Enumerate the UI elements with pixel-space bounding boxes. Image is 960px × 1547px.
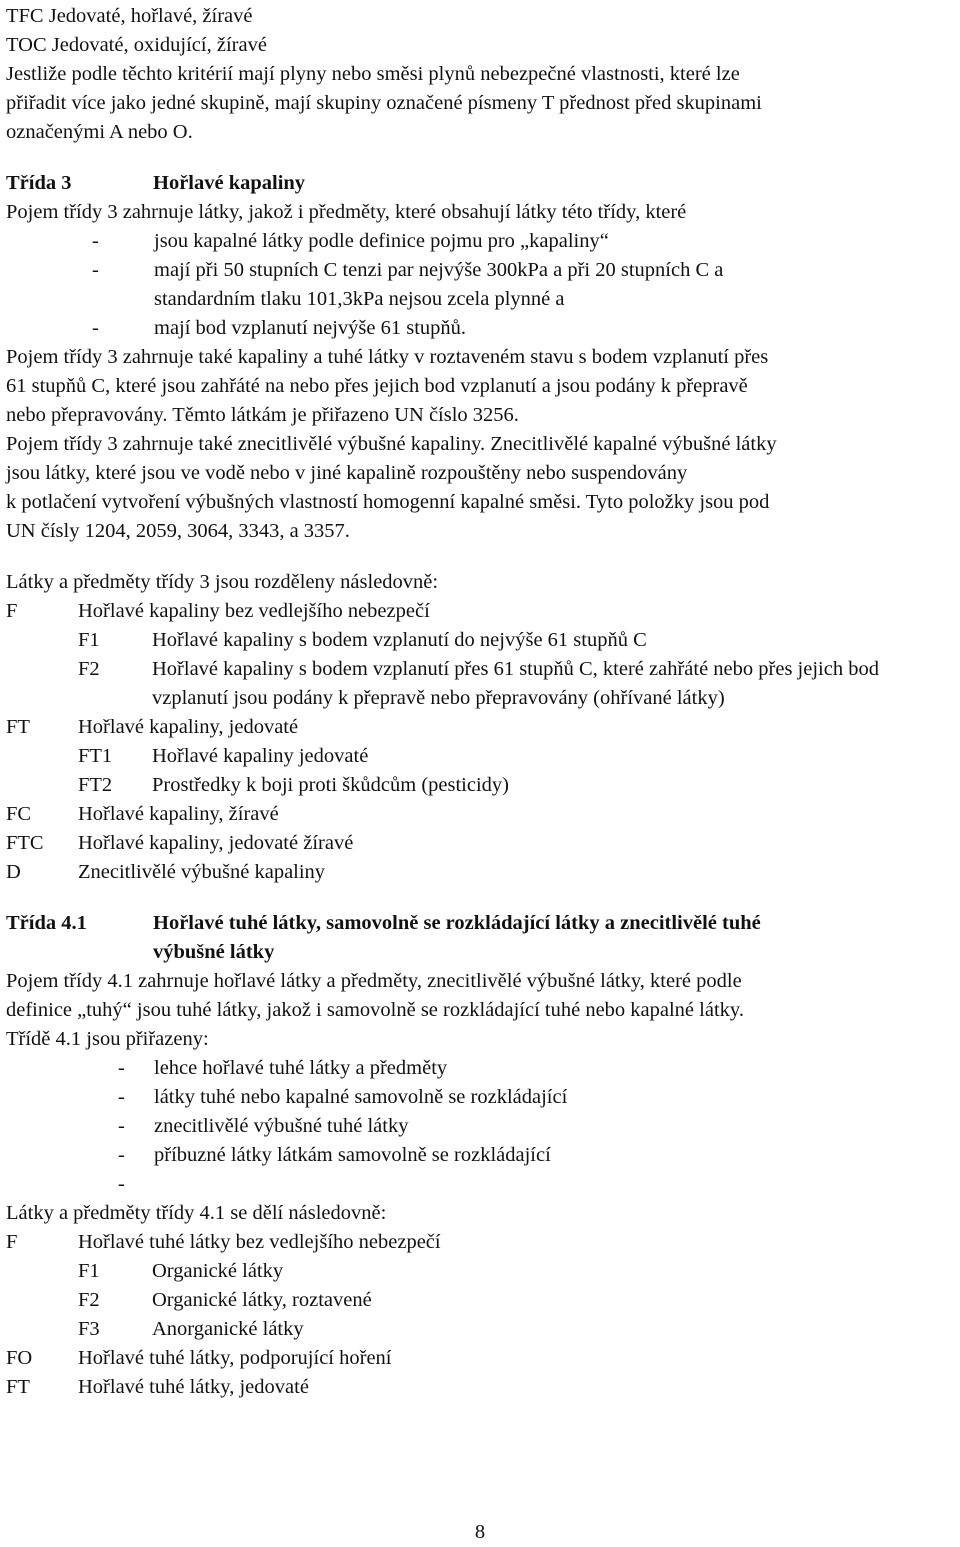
list-item: - jsou kapalné látky podle definice pojmu pro „kapaliny“ (92, 230, 609, 252)
subcode-row: F1 Hořlavé kapaliny s bodem vzplanutí do nejvýše 61 stupňů C (78, 629, 647, 651)
class41-title: Hořlavé tuhé látky, samovolně se rozkládající látky a znecitlivělé tuhé (153, 912, 761, 934)
list-item: - látky tuhé nebo kapalné samovolně se rozkládající (118, 1086, 568, 1108)
text-line: 61 stupňů C, které jsou zahřáté na nebo přes jejich bod vzplanutí a jsou podány k přepravě (6, 375, 748, 397)
text-line: nebo přepravovány. Těmto látkám je přiřazeno UN číslo 3256. (6, 404, 519, 426)
code-row: D Znecitlivělé výbušné kapaliny (6, 861, 326, 883)
text-line: jsou látky, které jsou ve vodě nebo v jiné kapalině rozpouštěny nebo suspendovány (6, 462, 688, 484)
page-number: 8 (474, 1521, 486, 1543)
class3-number: Třída 3 (6, 172, 72, 194)
code-row: FTC Hořlavé kapaliny, jedovaté žíravé (6, 832, 354, 854)
code-row: FT Hořlavé kapaliny, jedovaté (6, 716, 299, 738)
code-row: F Hořlavé tuhé látky bez vedlejšího nebezpečí (6, 1231, 441, 1253)
text-line: UN čísly 1204, 2059, 3064, 3343, a 3357. (6, 520, 350, 542)
class3-heading (6, 169, 960, 198)
text-line: Pojem třídy 3 zahrnuje látky, jakož i předměty, které obsahují látky této třídy, které (6, 201, 687, 223)
code-row: FT Hořlavé tuhé látky, jedovaté (6, 1376, 309, 1398)
text-line: TOC Jedovaté, oxidující, žíravé (6, 34, 267, 56)
list-item: - lehce hořlavé tuhé látky a předměty (118, 1057, 448, 1079)
subcode-row: F2 Organické látky, roztavené (78, 1289, 372, 1311)
text-line: Jestliže podle těchto kritérií mají plyny nebo směsi plynů nebezpečné vlastnosti, které lze (6, 63, 740, 85)
text-line: TFC Jedovaté, hořlavé, žíravé (6, 5, 253, 27)
class41-heading (6, 909, 960, 938)
list-item: - (118, 1173, 125, 1195)
code-row: F Hořlavé kapaliny bez vedlejšího nebezpečí (6, 600, 430, 622)
text-line: definice „tuhý“ jsou tuhé látky, jakož i samovolně se rozkládající tuhé nebo kapalné látky. (6, 999, 744, 1021)
subcode-row: FT2 Prostředky k boji proti škůdcům (pesticidy) (78, 774, 509, 796)
subcode-row: F1 Organické látky (78, 1260, 284, 1282)
list-item: - mají bod vzplanutí nejvýše 61 stupňů. (92, 317, 467, 339)
text-line: Pojem třídy 4.1 zahrnuje hořlavé látky a předměty, znecitlivělé výbušné látky, které podle (6, 970, 742, 992)
code-row: FO Hořlavé tuhé látky, podporující hoření (6, 1347, 392, 1369)
text-line: označenými A nebo O. (6, 121, 193, 143)
text-line: k potlačení vytvoření výbušných vlastností homogenní kapalné směsi. Tyto položky jsou pod (6, 491, 770, 513)
list-item: - mají při 50 stupních C tenzi par nejvýše 300kPa a při 20 stupních C a (92, 259, 724, 281)
class3-title: Hořlavé kapaliny (153, 172, 306, 194)
code-row: FC Hořlavé kapaliny, žíravé (6, 803, 279, 825)
list-item: - příbuzné látky látkám samovolně se rozkládající (118, 1144, 551, 1166)
text-line: Pojem třídy 3 zahrnuje také znecitlivělé výbušné kapaliny. Znecitlivělé kapalné výbušné látky (6, 433, 777, 455)
text-line: přiřadit více jako jedné skupině, mají skupiny označené písmeny T přednost před skupinami (6, 92, 762, 114)
subcode-row: F3 Anorganické látky (78, 1318, 304, 1340)
subcode-row: FT1 Hořlavé kapaliny jedovaté (78, 745, 369, 767)
subcode-row: F2 Hořlavé kapaliny s bodem vzplanutí přes 61 stupňů C, které zahřáté nebo přes jejich bod vzplanutí jsou podány k přepravě nebo přepravovány (ohřívané látky) (78, 658, 879, 709)
text-line: Pojem třídy 3 zahrnuje také kapaliny a tuhé látky v roztaveném stavu s bodem vzplanutí přes (6, 346, 769, 368)
class41-heading-cont: výbušné látky (153, 941, 275, 963)
class41-number: Třída 4.1 (6, 912, 87, 934)
text-line: standardním tlaku 101,3kPa nejsou zcela plynné a (154, 288, 565, 310)
list-item: - znecitlivělé výbušné tuhé látky (118, 1115, 409, 1137)
text-line: Látky a předměty třídy 3 jsou rozděleny následovně: (6, 571, 439, 593)
text-line: Třídě 4.1 jsou přiřazeny: (6, 1028, 209, 1050)
text-line: Látky a předměty třídy 4.1 se dělí následovně: (6, 1202, 387, 1224)
